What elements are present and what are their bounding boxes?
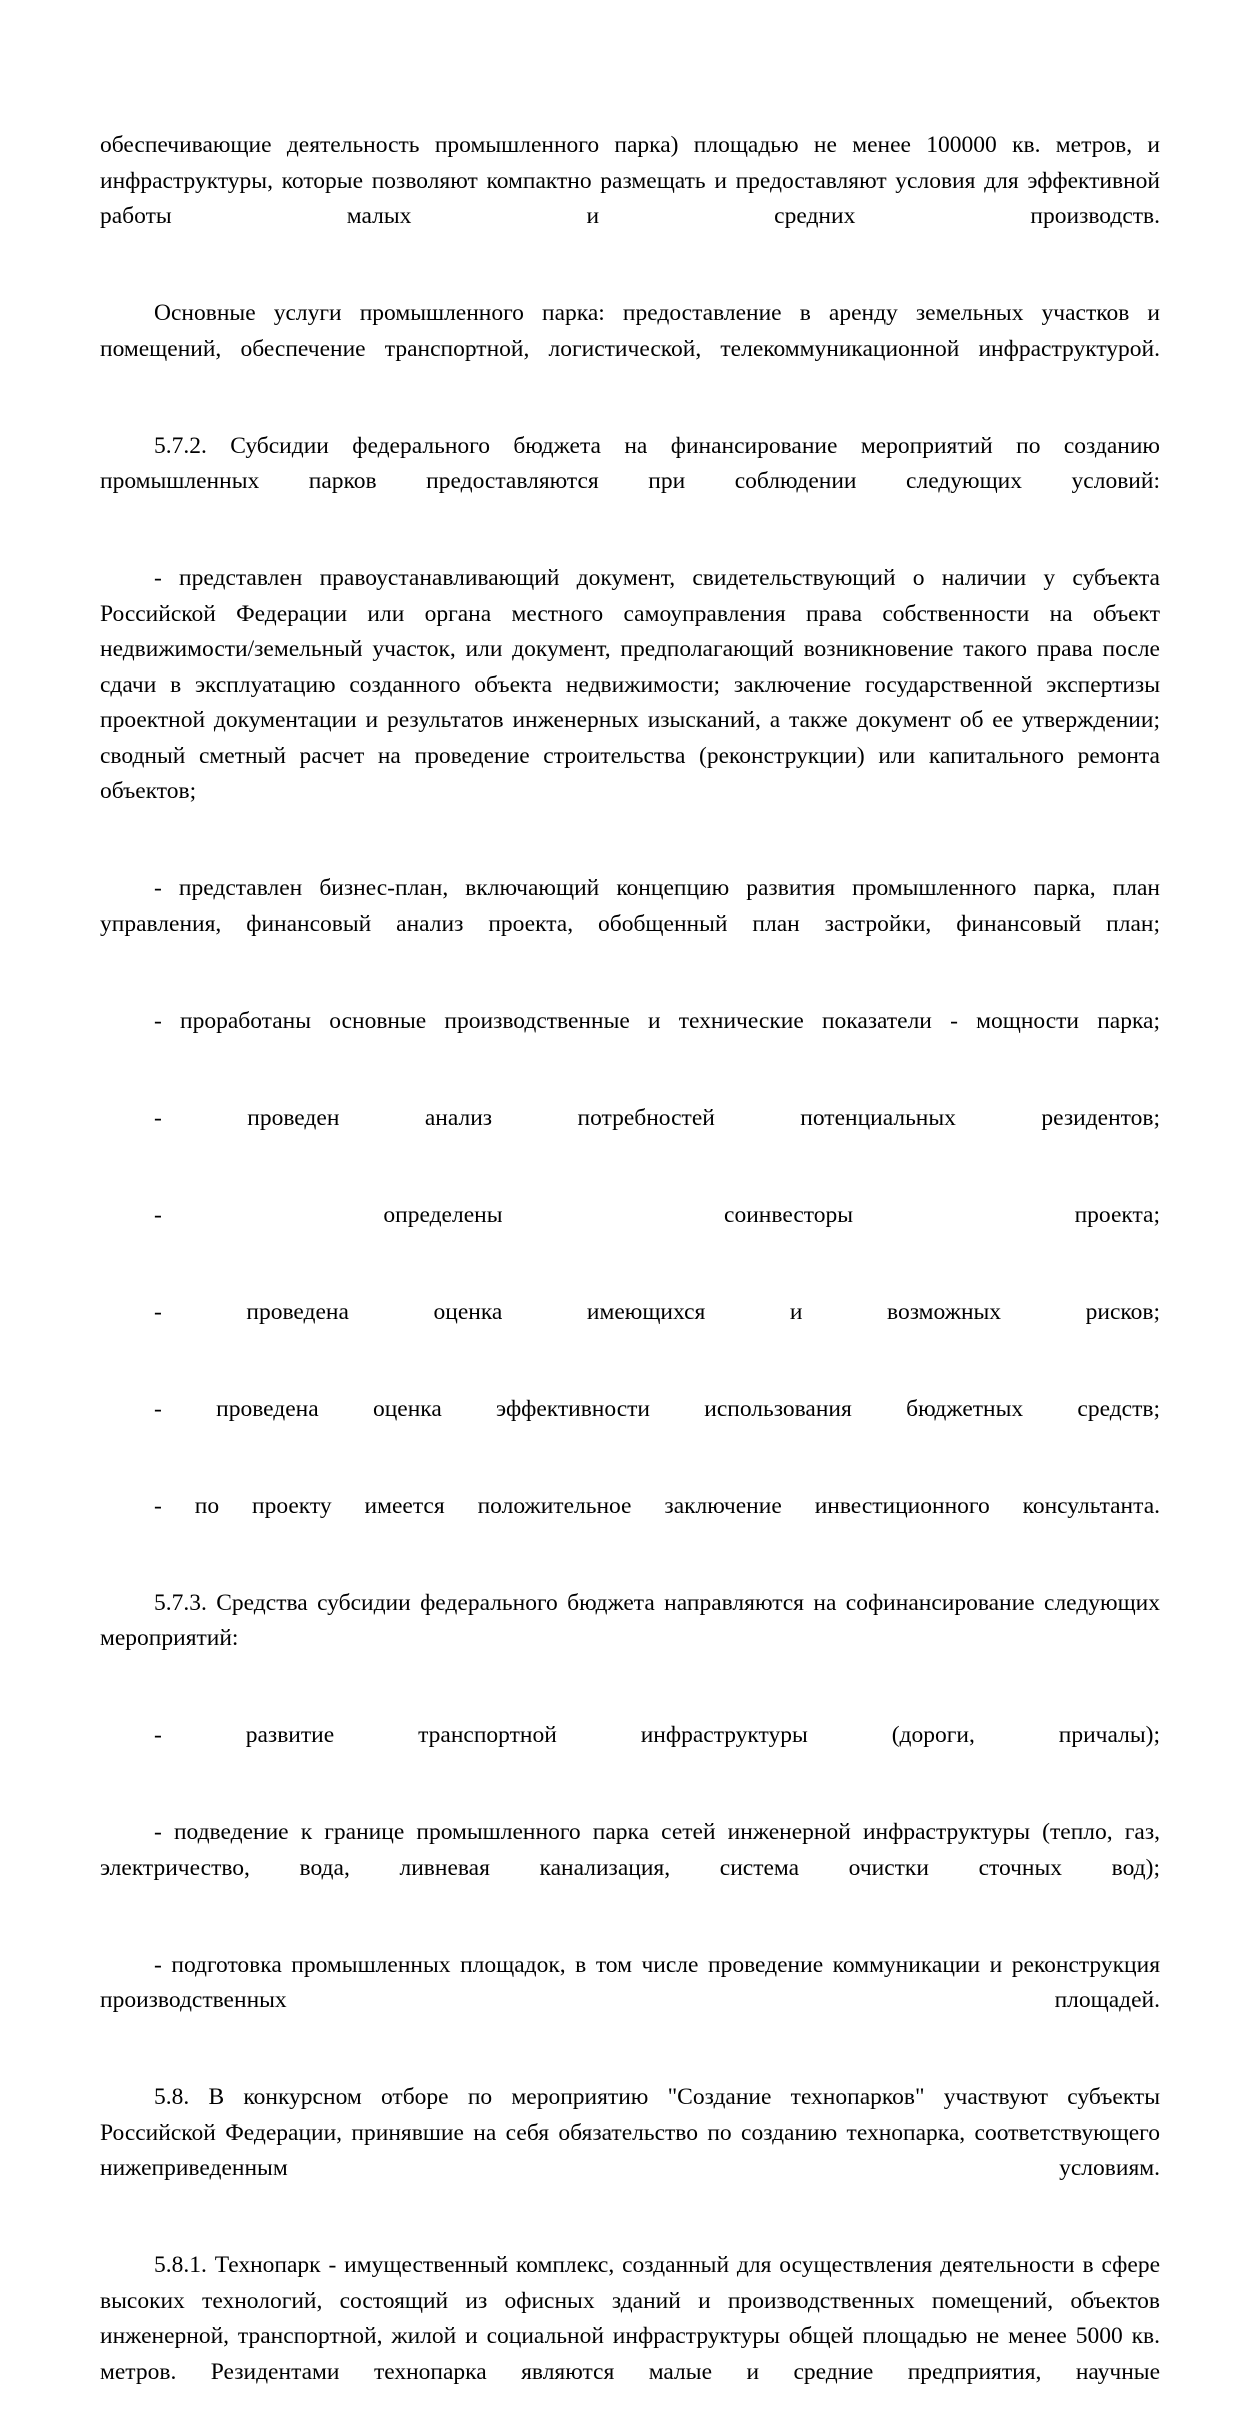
paragraph-spacer <box>100 845 1160 871</box>
section-5-7-3-heading-paragraph: 5.7.3. Средства субсидии федерального бюджета направляются на софинансирование следующих мероприятий: <box>100 1589 1160 1651</box>
list-item-resident-needs-analysis: - проведен анализ потребностей потенциальных резидентов; <box>154 1104 1160 1131</box>
paragraph-spacer <box>100 1269 1160 1295</box>
paragraph-spacer <box>100 270 1160 296</box>
paragraph-spacer <box>100 1172 1160 1198</box>
document-body <box>100 128 1160 2426</box>
section-5-8-1-paragraph: 5.8.1. Технопарк - имущественный комплекс, созданный для осуществления деятельности в сфере высоких технологий, состоящий из офисных зданий и производственных помещений, объектов инженерной, транспортной, жилой и социальной инфраструктуры общей площадью не менее 5000 кв. метров. Резидентами технопарка являются малые и средние предприятия, научные <box>100 2252 1160 2385</box>
paragraph-continuation: обеспечивающие деятельность промышленного парка) площадью не менее 100000 кв. метров, и инфраструктуры, которые позволяют компактно размещать и предоставляют условия для эффективной работы малых и средних производств. <box>100 132 1160 229</box>
list-item-business-plan: - представлен бизнес-план, включающий концепцию развития промышленного парка, план управления, финансовый анализ проекта, обобщенный план застройки, финансовый план; <box>100 875 1160 937</box>
paragraph-spacer <box>100 2222 1160 2248</box>
paragraph-spacer <box>100 1366 1160 1392</box>
list-item-production-indicators: - проработаны основные производственные и технические показатели - мощности парка; <box>154 1007 1160 1034</box>
paragraph-spacer <box>100 978 1160 1004</box>
paragraph-spacer <box>100 403 1160 429</box>
list-item-engineering-networks: - подведение к границе промышленного парка сетей инженерной инфраструктуры (тепло, газ, электричество, вода, ливневая канализация, система очистки сточных вод); <box>100 1819 1160 1881</box>
section-5-8-paragraph: 5.8. В конкурсном отборе по мероприятию "Создание технопарков" участвуют субъекты Российской Федерации, принявшие на себя обязательство по созданию технопарка, соответствующего нижеприведенным условиям. <box>100 2084 1160 2181</box>
list-item-risk-assessment: - проведена оценка имеющихся и возможных рисков; <box>154 1298 1160 1325</box>
list-item-budget-efficiency: - проведена оценка эффективности использования бюджетных средств; <box>154 1395 1160 1422</box>
paragraph-main-services: Основные услуги промышленного парка: предоставление в аренду земельных участков и помещений, обеспечение транспортной, логистической, телекоммуникационной инфраструктурой. <box>100 300 1160 362</box>
paragraph-spacer <box>100 1922 1160 1948</box>
paragraph-spacer <box>100 1560 1160 1586</box>
list-item-investment-consultant-opinion: - по проекту имеется положительное заключение инвестиционного консультанта. <box>154 1492 1160 1519</box>
paragraph-spacer <box>100 535 1160 561</box>
list-item-ownership-document: - представлен правоустанавливающий документ, свидетельствующий о наличии у субъекта Российской Федерации или органа местного самоуправления права собственности на объект недвижимости/земельный участок, или документ, предполагающий возникновение такого права после сдачи в эксплуатацию созданного объекта недвижимости; заключение государственной экспертизы проектной документации и результатов инженерных изысканий, а также документ об ее утверждении; сводный сметный расчет на проведение строительства (реконструкции) или капитального ремонта объектов; <box>100 565 1160 804</box>
paragraph-spacer <box>100 1075 1160 1101</box>
list-item-transport-infrastructure: - развитие транспортной инфраструктуры (дороги, причалы); <box>154 1722 1160 1748</box>
paragraph-spacer <box>100 1692 1160 1718</box>
list-item-site-preparation: - подготовка промышленных площадок, в том числе проведение коммуникации и реконструкция производственных площадей. <box>100 1951 1160 2013</box>
section-5-7-2-heading-paragraph: 5.7.2. Субсидии федерального бюджета на финансирование мероприятий по созданию промышленных парков предоставляются при соблюдении следующих условий: <box>100 432 1160 494</box>
paragraph-spacer <box>100 1463 1160 1489</box>
paragraph-spacer <box>100 1789 1160 1815</box>
paragraph-spacer <box>100 2054 1160 2080</box>
list-item-coinvestors: - определены соинвесторы проекта; <box>154 1201 1160 1228</box>
